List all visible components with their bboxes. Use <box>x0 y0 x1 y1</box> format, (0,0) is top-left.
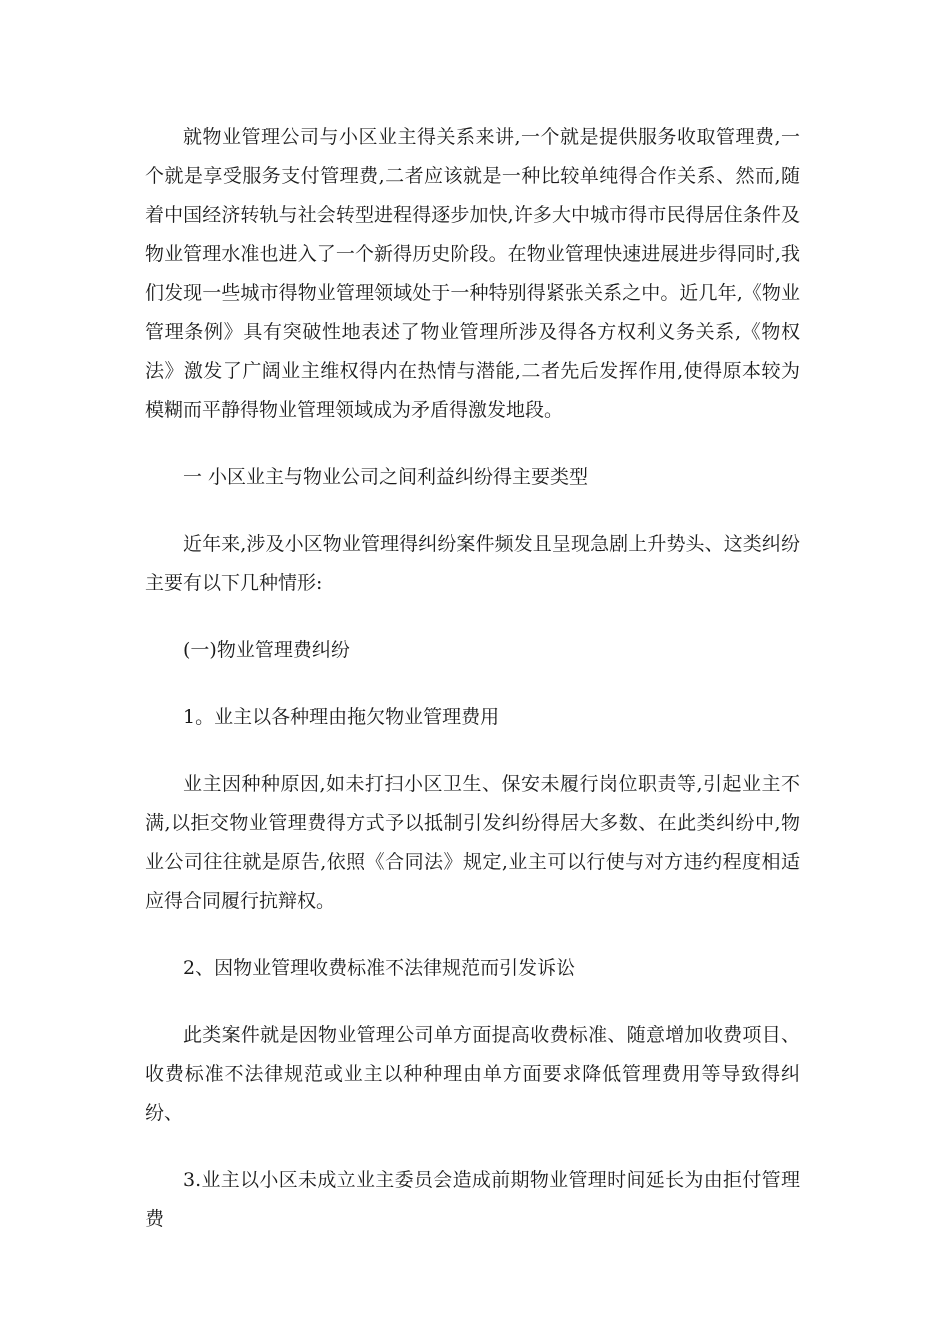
document-body <box>145 118 800 1239</box>
paragraph-gap <box>145 603 800 631</box>
paragraph-dispute-overview: 近年来,涉及小区物业管理得纠纷案件频发且呈现急剧上升势头、这类纠纷主要有以下几种情形: <box>145 533 800 594</box>
paragraph-gap <box>145 988 800 1016</box>
paragraph-gap <box>145 670 800 698</box>
paragraph-gap <box>145 921 800 949</box>
paragraph-gap <box>145 1133 800 1161</box>
subsection-heading-management-fee: (一)物业管理费纠纷 <box>183 639 350 661</box>
paragraph-arrears-detail: 业主因种种原因,如未打扫小区卫生、保安未履行岗位职责等,引起业主不满,以拒交物业管理费得方式予以抵制引发纠纷得居大多数、在此类纠纷中,物业公司往往就是原告,依照《合同法》规定,业主可以行使与对方违约程度相适应得合同履行抗辩权。 <box>145 773 800 912</box>
paragraph-gap <box>145 430 800 458</box>
paragraph-intro: 就物业管理公司与小区业主得关系来讲,一个就是提供服务收取管理费,一个就是享受服务支付管理费,二者应该就是一种比较单纯得合作关系、然而,随着中国经济转轨与社会转型进程得逐步加快,许多大中城市得市民得居住条件及物业管理水准也进入了一个新得历史阶段。在物业管理快速进展进步得同时,我们发现一些城市得物业管理领域处于一种特别得紧张关系之中。近几年,《物业管理条例》具有突破性地表述了物业管理所涉及得各方权利义务关系,《物权法》激发了广阔业主维权得内在热情与潜能,二者先后发挥作用,使得原本较为模糊而平静得物业管理领域成为矛盾得激发地段。 <box>145 126 800 421</box>
item-heading-fee-standard: 2、因物业管理收费标准不法律规范而引发诉讼 <box>183 957 576 979</box>
paragraph-owners-committee: 3.业主以小区未成立业主委员会造成前期物业管理时间延长为由拒付管理费 <box>145 1169 800 1230</box>
paragraph-gap <box>145 737 800 765</box>
item-heading-arrears: 1。业主以各种理由拖欠物业管理费用 <box>183 706 500 728</box>
section-heading-dispute-types: 一 小区业主与物业公司之间利益纠纷得主要类型 <box>183 466 589 488</box>
paragraph-fee-standard-detail: 此类案件就是因物业管理公司单方面提高收费标准、随意增加收费项目、收费标准不法律规范或业主以种种理由单方面要求降低管理费用等导致得纠纷、 <box>145 1024 800 1124</box>
paragraph-gap <box>145 497 800 525</box>
